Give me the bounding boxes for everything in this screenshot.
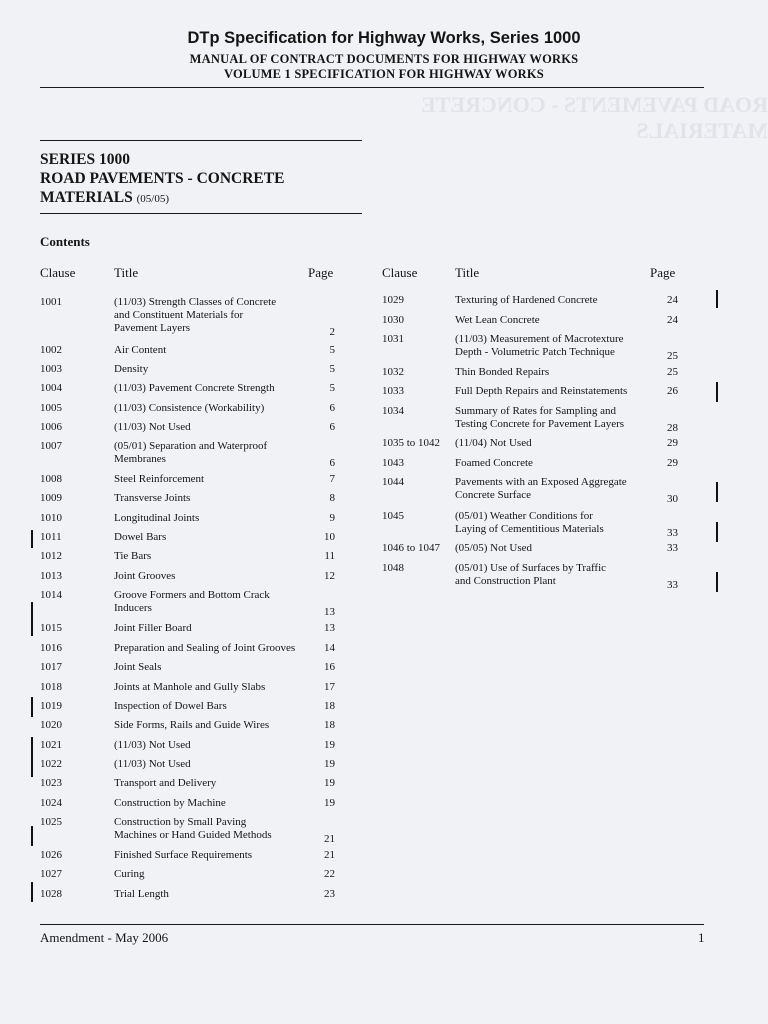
series-number: SERIES 1000 (40, 151, 131, 168)
contents-clause-number: 1029 (382, 294, 404, 306)
contents-entry-title: Machines or Hand Guided Methods (114, 829, 272, 841)
contents-clause-number: 1014 (40, 589, 62, 601)
contents-entry-title: Preparation and Sealing of Joint Grooves (114, 642, 296, 654)
contents-entry-title: Foamed Concrete (455, 457, 533, 469)
series-name-cont: MATERIALS (05/05) (40, 189, 169, 206)
contents-page-number: 13 (324, 622, 335, 634)
series-heading (40, 150, 284, 209)
right-clause-header: Clause (382, 265, 418, 280)
contents-page-number: 11 (324, 550, 335, 562)
contents-clause-number: 1032 (382, 366, 404, 378)
contents-entry-title: Concrete Surface (455, 489, 532, 501)
contents-page-number: 19 (324, 739, 335, 751)
contents-clause-number: 1017 (40, 661, 62, 673)
contents-clause-number: 1010 (40, 512, 62, 524)
contents-page-number: 18 (324, 700, 335, 712)
change-bar (31, 757, 33, 777)
contents-clause-number: 1034 (382, 405, 404, 417)
contents-clause-number: 1013 (40, 570, 62, 582)
contents-page-number: 30 (667, 493, 678, 505)
contents-entry-title: Joint Filler Board (114, 622, 192, 634)
contents-entry-title: Joints at Manhole and Gully Slabs (114, 681, 266, 693)
right-title-header: Title (455, 265, 480, 280)
contents-page-number: 19 (324, 758, 335, 770)
contents-page-number: 24 (667, 314, 678, 326)
contents-entry-title: Summary of Rates for Sampling and (455, 405, 617, 417)
contents-page-number: 33 (667, 579, 678, 591)
contents-clause-number: 1022 (40, 758, 62, 770)
contents-entry-title: Curing (114, 868, 145, 880)
contents-entry-title: and Construction Plant (455, 575, 556, 587)
contents-clause-number: 1030 (382, 314, 404, 326)
contents-entry-title: and Constituent Materials for (114, 309, 244, 321)
contents-entry-title: Side Forms, Rails and Guide Wires (114, 719, 270, 731)
contents-entry-title: (05/05) Not Used (455, 542, 532, 554)
contents-page-number: 5 (329, 363, 335, 375)
contents-page-number: 19 (324, 797, 335, 809)
change-bar (31, 737, 33, 757)
contents-page-number: 6 (329, 457, 335, 469)
contents-clause-number: 1020 (40, 719, 62, 731)
contents-entry-title: (05/01) Weather Conditions for (455, 510, 593, 522)
right-page-header: Page (650, 265, 676, 280)
left-page-header: Page (308, 265, 334, 280)
series-date: (05/05) (136, 193, 169, 205)
contents-entry-title: Pavement Layers (114, 322, 191, 334)
contents-page-number: 22 (324, 868, 335, 880)
contents-entry-title: Joint Grooves (114, 570, 176, 582)
contents-clause-number: 1018 (40, 681, 62, 693)
contents-clause-number: 1015 (40, 622, 62, 634)
contents-page-number: 28 (667, 422, 678, 434)
contents-entry-title: (11/03) Strength Classes of Concrete (114, 296, 277, 308)
contents-clause-number: 1019 (40, 700, 62, 712)
contents-clause-number: 1005 (40, 402, 62, 414)
contents-clause-number: 1044 (382, 476, 404, 488)
contents-entry-title: Inducers (114, 602, 152, 614)
contents-page-number: 5 (329, 344, 335, 356)
contents-entry-title: (05/01) Use of Surfaces by Traffic (455, 562, 607, 574)
contents-page-number: 21 (324, 849, 335, 861)
contents-entry-title: Depth - Volumetric Patch Technique (455, 346, 615, 358)
contents-entry-title: Air Content (114, 344, 167, 356)
series-bottom-rule (40, 213, 362, 214)
contents-clause-number: 1004 (40, 382, 62, 394)
contents-page-number: 9 (329, 512, 335, 524)
contents-page-number: 25 (667, 350, 678, 362)
footer-rule (40, 924, 704, 925)
contents-entry-title: Transverse Joints (114, 492, 191, 504)
contents-page-number: 21 (324, 833, 335, 845)
contents-page-number: 25 (667, 366, 678, 378)
contents-page-number: 5 (329, 382, 335, 394)
contents-entry-title: (11/03) Not Used (114, 758, 191, 770)
contents-entry-title: Full Depth Repairs and Reinstatements (455, 385, 628, 397)
contents-clause-number: 1024 (40, 797, 62, 809)
contents-entry-title: Density (114, 363, 149, 375)
contents-entry-title: Membranes (114, 453, 166, 465)
contents-page-number: 13 (324, 606, 335, 618)
contents-entry-title: Testing Concrete for Pavement Layers (455, 418, 625, 430)
contents-clause-number: 1035 to 1042 (382, 437, 441, 449)
volume-subtitle: VOLUME 1 SPECIFICATION FOR HIGHWAY WORKS (224, 67, 544, 81)
contents-entry-title: Tie Bars (114, 550, 152, 562)
document-title: DTp Specification for Highway Works, Series 1000 (187, 29, 581, 47)
contents-entry-title: Construction by Machine (114, 797, 226, 809)
contents-heading: Contents (40, 234, 90, 249)
contents-page-number: 12 (324, 570, 335, 582)
contents-page-number: 7 (329, 473, 335, 485)
contents-entry-title: Groove Formers and Bottom Crack (114, 589, 270, 601)
contents-page-number: 14 (324, 642, 335, 654)
contents-page-number: 6 (329, 402, 335, 414)
contents-entry-title: Wet Lean Concrete (455, 314, 540, 326)
contents-page-number: 23 (324, 888, 335, 900)
contents-entry-title: Thin Bonded Repairs (455, 366, 550, 378)
contents-page-number: 26 (667, 385, 678, 397)
contents-page-number: 33 (667, 542, 678, 554)
contents-clause-number: 1046 to 1047 (382, 542, 441, 554)
contents-page-number: 17 (324, 681, 335, 693)
change-bar (716, 522, 718, 542)
contents-clause-number: 1026 (40, 849, 62, 861)
contents-clause-number: 1033 (382, 385, 404, 397)
contents-page-number: 2 (329, 326, 335, 338)
contents-entry-title: (11/03) Consistence (Workability) (114, 402, 265, 414)
contents-clause-number: 1002 (40, 344, 62, 356)
contents-clause-number: 1031 (382, 333, 404, 345)
change-bar (716, 572, 718, 592)
change-bar (31, 602, 33, 636)
contents-clause-number: 1008 (40, 473, 62, 485)
contents-clause-number: 1023 (40, 777, 62, 789)
change-bar (716, 482, 718, 502)
contents-page-number: 6 (329, 421, 335, 433)
contents-clause-number: 1021 (40, 739, 62, 751)
contents-clause-number: 1003 (40, 363, 62, 375)
contents-page-number: 10 (324, 531, 335, 543)
contents-entry-title: Texturing of Hardened Concrete (455, 294, 598, 306)
change-bar (716, 290, 718, 308)
contents-entry-title: Pavements with an Exposed Aggregate (455, 476, 627, 488)
page-number: 1 (698, 930, 705, 945)
contents-entry-title: (11/03) Not Used (114, 739, 191, 751)
contents-clause-number: 1012 (40, 550, 62, 562)
contents-clause-number: 1016 (40, 642, 62, 654)
contents-entry-title: Inspection of Dowel Bars (114, 700, 227, 712)
contents-page-number: 8 (329, 492, 335, 504)
contents-entry-title: Finished Surface Requirements (114, 849, 253, 861)
change-bar (716, 382, 718, 402)
change-bar (31, 882, 33, 902)
header-rule (40, 87, 704, 88)
contents-clause-number: 1006 (40, 421, 62, 433)
left-clause-header: Clause (40, 265, 76, 280)
manual-subtitle: MANUAL OF CONTRACT DOCUMENTS FOR HIGHWAY WORKS (189, 52, 579, 66)
contents-clause-number: 1001 (40, 296, 62, 308)
change-bar (31, 697, 33, 717)
contents-page-number: 29 (667, 457, 678, 469)
contents-entry-title: (11/03) Measurement of Macrotexture (455, 333, 624, 345)
contents-page-number: 24 (667, 294, 678, 306)
contents-clause-number: 1027 (40, 868, 62, 880)
contents-entry-title: (11/04) Not Used (455, 437, 532, 449)
change-bar (31, 826, 33, 846)
contents-page-number: 33 (667, 527, 678, 539)
change-bar (31, 530, 33, 548)
contents-clause-number: 1025 (40, 816, 62, 828)
contents-clause-number: 1043 (382, 457, 404, 469)
show-through-shadow: ROAD PAVEMENTS - CONCRETE MATERIALS (421, 92, 768, 143)
contents-page-number: 19 (324, 777, 335, 789)
contents-clause-number: 1007 (40, 440, 62, 452)
series-top-rule (40, 140, 362, 141)
contents-entry-title: (11/03) Pavement Concrete Strength (114, 382, 275, 394)
contents-entry-title: (05/01) Separation and Waterproof (114, 440, 268, 452)
contents-entry-title: Transport and Delivery (114, 777, 217, 789)
left-title-header: Title (114, 265, 139, 280)
contents-entry-title: (11/03) Not Used (114, 421, 191, 433)
contents-clause-number: 1028 (40, 888, 62, 900)
contents-entry-title: Joint Seals (114, 661, 162, 673)
contents-clause-number: 1009 (40, 492, 62, 504)
contents-entry-title: Dowel Bars (114, 531, 167, 543)
contents-entry-title: Longitudinal Joints (114, 512, 200, 524)
contents-entry-title: Trial Length (114, 888, 169, 900)
contents-entry-title: Steel Reinforcement (114, 473, 205, 485)
contents-clause-number: 1048 (382, 562, 404, 574)
contents-page-number: 18 (324, 719, 335, 731)
contents-entry-title: Construction by Small Paving (114, 816, 247, 828)
series-name: ROAD PAVEMENTS - CONCRETE (40, 170, 285, 187)
contents-clause-number: 1011 (40, 531, 62, 543)
contents-clause-number: 1045 (382, 510, 404, 522)
amendment-date: Amendment - May 2006 (40, 930, 169, 945)
contents-entry-title: Laying of Cementitious Materials (455, 523, 604, 535)
contents-page-number: 29 (667, 437, 678, 449)
contents-page-number: 16 (324, 661, 335, 673)
